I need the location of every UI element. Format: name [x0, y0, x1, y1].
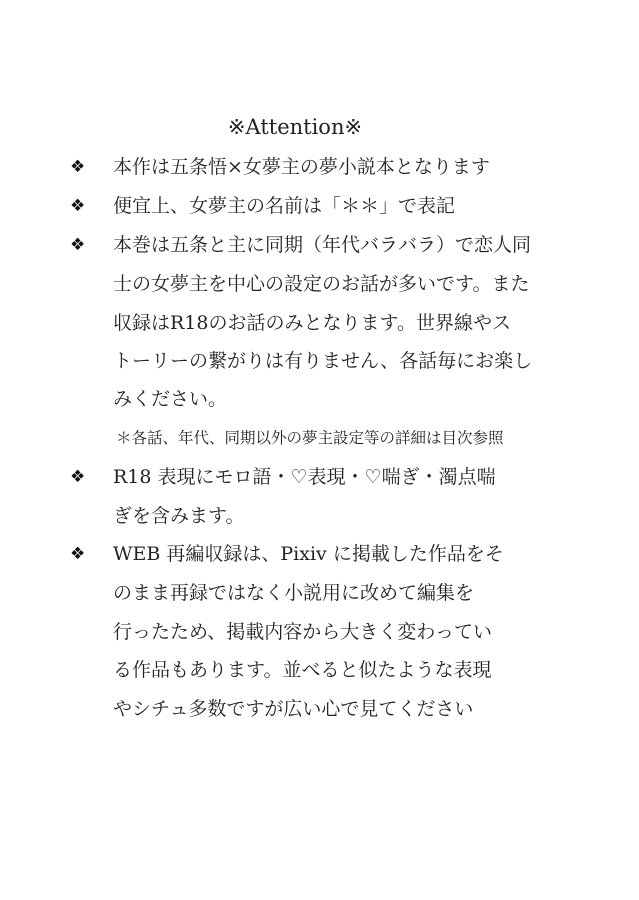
item-3-line-3: 収録はR18のお話のみとなります。世界線やス — [113, 312, 511, 334]
item-3-line-1: 本巻は五条と主に同期（年代バラバラ）で恋人同 — [113, 234, 532, 256]
item-1-line-1: 本作は五条悟×女夢主の夢小説本となります — [113, 156, 490, 178]
diamond-bullet-icon: ❖ — [70, 157, 86, 177]
item-3-line-5: みください。 — [113, 388, 228, 410]
item-2-line-1: 便宜上、女夢主の名前は「＊＊」で表記 — [113, 195, 456, 217]
item-5-line-1: WEB 再編収録は、Pixiv に掲載した作品をそ — [113, 543, 504, 565]
diamond-bullet-icon: ❖ — [70, 235, 86, 255]
item-4-line-1: R18 表現にモロ語・♡表現・♡喘ぎ・濁点喘 — [113, 466, 496, 488]
item-5-line-3: 行ったため、掲載内容から大きく変わってい — [113, 621, 493, 643]
item-3-note: ＊各話、年代、同期以外の夢主設定等の詳細は目次参照 — [116, 429, 504, 447]
item-5-line-5: やシチュ多数ですが広い心で見てください — [113, 698, 474, 720]
item-4-line-2: ぎを含みます。 — [113, 505, 245, 527]
diamond-bullet-icon: ❖ — [70, 544, 86, 564]
item-5-line-4: る作品もあります。並べると似たような表現 — [113, 659, 492, 681]
item-3-line-4: トーリーの繋がりは有りません、各話毎にお楽し — [113, 350, 533, 372]
diamond-bullet-icon: ❖ — [70, 467, 86, 487]
item-5-line-2: のまま再録ではなく小説用に改めて編集を — [113, 582, 475, 604]
diamond-bullet-icon: ❖ — [70, 196, 86, 216]
item-3-line-2: 士の女夢主を中心の設定のお話が多いです。また — [113, 273, 530, 295]
page-title: ※Attention※ — [227, 115, 363, 139]
